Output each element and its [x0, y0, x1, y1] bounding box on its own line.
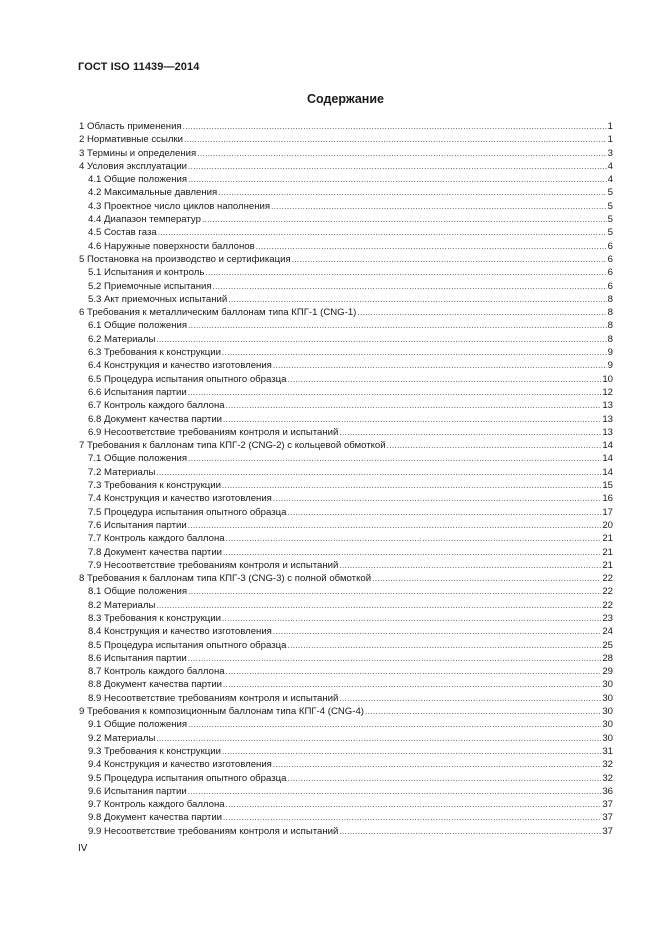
toc-entry-label: 8.8 Документ качества партии — [88, 679, 223, 691]
toc-subsection-entry[interactable] — [79, 785, 613, 798]
toc-entry-label: 9.1 Общие положения — [88, 719, 188, 731]
toc-entry-label: 7.2 Материалы — [88, 466, 156, 478]
toc-entry-page: 1 — [607, 121, 613, 132]
toc-entry-page: 4 — [607, 174, 613, 186]
toc-entry-label: 7.9 Несоответствие требованиям контроля и испытаний — [88, 559, 339, 571]
toc-entry-label: 9.6 Испытания партии — [88, 785, 187, 797]
toc-entry-page: 6 — [607, 267, 613, 279]
toc-section-entry[interactable] — [79, 306, 613, 319]
toc-entry-label: 4.5 Состав газа — [88, 227, 157, 239]
toc-subsection-entry[interactable] — [79, 319, 613, 332]
toc-entry-label: 9.7 Контроль каждого баллона — [88, 799, 225, 811]
toc-entry-label: 7.6 Испытания партии — [88, 519, 187, 531]
toc-entry-page: 30 — [602, 719, 613, 731]
toc-dot-leader — [339, 559, 601, 572]
toc-entry-page: 13 — [602, 413, 613, 425]
toc-entry-page: 5 — [607, 187, 613, 199]
toc-dot-leader — [156, 599, 601, 612]
toc-dot-leader — [188, 585, 601, 598]
toc-subsection-entry[interactable] — [79, 772, 613, 785]
toc-section-entry[interactable] — [79, 705, 613, 718]
toc-subsection-entry[interactable] — [79, 612, 613, 625]
toc-entry-page: 32 — [602, 759, 613, 771]
toc-dot-leader — [188, 160, 607, 173]
toc-entry-page: 37 — [602, 799, 613, 811]
toc-dot-leader — [339, 692, 601, 705]
toc-dot-leader — [158, 226, 607, 239]
toc-entry-page: 9 — [607, 347, 613, 359]
toc-entry-label: 4.1 Общие положения — [88, 174, 188, 186]
toc-entry-label: 7.7 Контроль каждого баллона — [88, 533, 225, 545]
toc-entry-label: 9.2 Материалы — [88, 732, 156, 744]
toc-entry-page: 5 — [607, 214, 613, 226]
toc-entry-page: 15 — [602, 480, 613, 492]
toc-entry-label: 1 Область применения — [79, 121, 182, 132]
toc-entry-page: 14 — [602, 466, 613, 478]
toc-entry-page: 29 — [602, 666, 613, 678]
toc-entry-label: 7.8 Документ качества партии — [88, 546, 223, 558]
toc-entry-page: 17 — [602, 506, 613, 518]
toc-entry-label: 5.1 Испытания и контроль — [88, 267, 205, 279]
toc-dot-leader — [372, 572, 601, 585]
toc-entry-page: 6 — [607, 240, 613, 252]
toc-entry-label: 4.6 Наружные поверхности баллонов — [88, 240, 255, 252]
toc-dot-leader — [273, 625, 601, 638]
toc-entry-page: 32 — [602, 772, 613, 784]
toc-entry-page: 4 — [607, 160, 613, 172]
toc-entry-label: 6.9 Несоответствие требованиям контроля и испытаний — [88, 426, 339, 438]
toc-entry-page: 13 — [602, 400, 613, 412]
toc-subsection-entry[interactable] — [79, 506, 613, 519]
toc-section-entry[interactable] — [79, 572, 613, 585]
toc-subsection-entry[interactable] — [79, 519, 613, 532]
toc-dot-leader — [183, 120, 607, 133]
toc-dot-leader — [223, 413, 601, 426]
toc-dot-leader — [273, 758, 601, 771]
toc-entry-label: 6.4 Конструкция и качество изготовления — [88, 360, 272, 372]
toc-entry-label: 5.3 Акт приемочных испытаний — [88, 293, 228, 305]
toc-entry-page: 36 — [602, 785, 613, 797]
toc-subsection-entry[interactable] — [79, 452, 613, 465]
toc-entry-label: 8.7 Контроль каждого баллона — [88, 666, 225, 678]
toc-entry-label: 8.9 Несоответствие требованиям контроля и испытаний — [88, 692, 339, 704]
toc-subsection-entry[interactable] — [79, 373, 613, 386]
toc-dot-leader — [188, 718, 601, 731]
toc-dot-leader — [222, 745, 601, 758]
toc-entry-label: 9.9 Несоответствие требованиям контроля и испытаний — [88, 825, 339, 837]
toc-entry-label: 9.3 Требования к конструкции — [88, 745, 221, 757]
toc-subsection-entry[interactable] — [79, 200, 613, 213]
toc-entry-label: 8.4 Конструкция и качество изготовления — [88, 626, 272, 638]
toc-subsection-entry[interactable] — [79, 280, 613, 293]
toc-dot-leader — [156, 333, 606, 346]
toc-title: Содержание — [306, 92, 384, 106]
toc-subsection-entry[interactable] — [79, 226, 613, 239]
toc-dot-leader — [188, 785, 602, 798]
toc-subsection-entry[interactable] — [79, 585, 613, 598]
toc-entry-page: 5 — [607, 227, 613, 239]
toc-entry-label: 9.8 Документ качества партии — [88, 812, 223, 824]
toc-subsection-entry[interactable] — [79, 811, 613, 824]
toc-section-entry[interactable] — [79, 120, 613, 133]
toc-subsection-entry[interactable] — [79, 413, 613, 426]
toc-subsection-entry[interactable] — [79, 639, 613, 652]
toc-entry-page: 5 — [607, 200, 613, 212]
toc-dot-leader — [387, 439, 602, 452]
toc-entry-page: 37 — [602, 812, 613, 824]
toc-dot-leader — [188, 319, 607, 332]
toc-subsection-entry[interactable] — [79, 798, 613, 811]
toc-entry-page: 24 — [602, 626, 613, 638]
toc-dot-leader — [339, 825, 601, 838]
toc-entry-label: 6.5 Процедура испытания опытного образца — [88, 373, 287, 385]
toc-dot-leader — [156, 732, 601, 745]
toc-dot-leader — [223, 546, 601, 559]
toc-entry-page: 20 — [602, 519, 613, 531]
toc-entry-page: 16 — [602, 493, 613, 505]
toc-entry-page: 30 — [602, 692, 613, 704]
toc-dot-leader — [205, 266, 606, 279]
toc-section-entry[interactable] — [79, 147, 613, 160]
toc-dot-leader — [287, 373, 601, 386]
toc-dot-leader — [213, 280, 607, 293]
toc-subsection-entry[interactable] — [79, 240, 613, 253]
toc-entry-label: 5.2 Приемочные испытания — [88, 280, 212, 292]
toc-entry-page: 8 — [607, 333, 613, 345]
toc-entry-page: 14 — [602, 453, 613, 465]
toc-entry-page: 30 — [602, 706, 613, 718]
toc-entry-page: 8 — [607, 320, 613, 332]
toc-subsection-entry[interactable] — [79, 386, 613, 399]
toc-entry-page: 30 — [602, 732, 613, 744]
toc-entry-page: 12 — [602, 386, 613, 398]
toc-entry-label: 6.1 Общие положения — [88, 320, 188, 332]
toc-subsection-entry[interactable] — [79, 532, 613, 545]
toc-dot-leader — [222, 479, 601, 492]
toc-entry-page: 28 — [602, 652, 613, 664]
toc-entry-page: 13 — [602, 426, 613, 438]
toc-dot-leader — [188, 652, 602, 665]
toc-entry-label: 6.2 Материалы — [88, 333, 156, 345]
toc-dot-leader — [188, 173, 607, 186]
toc-subsection-entry[interactable] — [79, 652, 613, 665]
toc-dot-leader — [156, 466, 601, 479]
toc-entry-label: 8.5 Процедура испытания опытного образца — [88, 639, 287, 651]
toc-dot-leader — [292, 253, 607, 266]
toc-entry-page: 3 — [607, 147, 613, 159]
toc-subsection-entry[interactable] — [79, 266, 613, 279]
toc-entry-label: 9.4 Конструкция и качество изготовления — [88, 759, 272, 771]
toc-section-entry[interactable] — [79, 133, 613, 146]
toc-subsection-entry[interactable] — [79, 186, 613, 199]
toc-entry-page: 21 — [602, 533, 613, 545]
toc-entry-label: 7.5 Процедура испытания опытного образца — [88, 506, 287, 518]
toc-entry-page: 25 — [602, 639, 613, 651]
toc-dot-leader — [273, 492, 601, 505]
toc-subsection-entry[interactable] — [79, 665, 613, 678]
toc-section-entry[interactable] — [79, 160, 613, 173]
toc-entry-page: 22 — [602, 599, 613, 611]
toc-entry-page: 6 — [607, 280, 613, 292]
toc-dot-leader — [365, 705, 601, 718]
toc-entry-label: 4.3 Проектное число циклов наполнения — [88, 200, 271, 212]
toc-entry-label: 2 Нормативные ссылки — [79, 134, 184, 146]
toc-entry-label: 7.3 Требования к конструкции — [88, 480, 221, 492]
toc-entry-label: 7.4 Конструкция и качество изготовления — [88, 493, 272, 505]
toc-dot-leader — [226, 798, 602, 811]
toc-dot-leader — [287, 639, 601, 652]
page-number: IV — [78, 843, 88, 854]
toc-dot-leader — [188, 386, 602, 399]
toc-dot-leader — [222, 612, 601, 625]
toc-entry-label: 7 Требования к баллонам типа КПГ-2 (CNG-2) с кольцевой обмоткой — [79, 440, 386, 452]
toc-entry-page: 30 — [602, 679, 613, 691]
toc-dot-leader — [287, 772, 601, 785]
toc-dot-leader — [202, 213, 607, 226]
toc-entry-page: 6 — [607, 253, 613, 265]
toc-dot-leader — [222, 346, 607, 359]
toc-dot-leader — [339, 426, 601, 439]
toc-entry-label: 6.6 Испытания партии — [88, 386, 187, 398]
toc-subsection-entry[interactable] — [79, 678, 613, 691]
toc-entry-label: 5 Постановка на производство и сертификация — [79, 253, 291, 265]
toc-entry-label: 9.5 Процедура испытания опытного образца — [88, 772, 287, 784]
toc-subsection-entry[interactable] — [79, 426, 613, 439]
toc-entry-label: 6.3 Требования к конструкции — [88, 347, 221, 359]
toc-entry-label: 3 Термины и определения — [79, 147, 197, 159]
toc-dot-leader — [226, 665, 602, 678]
toc-dot-leader — [188, 452, 601, 465]
toc-dot-leader — [223, 678, 601, 691]
toc-entry-label: 4.4 Диапазон температур — [88, 214, 201, 226]
toc-entry-page: 37 — [602, 825, 613, 837]
toc-dot-leader — [223, 811, 601, 824]
toc-subsection-entry[interactable] — [79, 559, 613, 572]
toc-entry-label: 8.6 Испытания партии — [88, 652, 187, 664]
toc-entry-label: 9 Требования к композиционным баллонам типа КПГ-4 (CNG-4) — [79, 706, 364, 718]
toc-subsection-entry[interactable] — [79, 692, 613, 705]
toc-entry-page: 9 — [607, 360, 613, 372]
toc-dot-leader — [218, 186, 606, 199]
standard-code: ГОСТ ISO 11439—2014 — [78, 61, 200, 73]
toc-entry-page: 23 — [602, 612, 613, 624]
toc-subsection-entry[interactable] — [79, 346, 613, 359]
toc-entry-page: 22 — [602, 586, 613, 598]
toc-entry-page: 21 — [602, 559, 613, 571]
toc-entry-label: 4 Условия эксплуатации — [79, 160, 188, 172]
toc-dot-leader — [228, 293, 606, 306]
toc-entry-page: 8 — [607, 293, 613, 305]
toc-dot-leader — [184, 133, 607, 146]
toc-entry-page: 31 — [602, 745, 613, 757]
toc-subsection-entry[interactable] — [79, 333, 613, 346]
toc-entry-label: 8.3 Требования к конструкции — [88, 612, 221, 624]
toc-section-entry[interactable] — [79, 439, 613, 452]
table-of-contents — [79, 120, 613, 838]
toc-dot-leader — [271, 200, 607, 213]
toc-dot-leader — [357, 306, 606, 319]
toc-subsection-entry[interactable] — [79, 466, 613, 479]
toc-entry-page: 8 — [607, 307, 613, 319]
toc-entry-label: 6.8 Документ качества партии — [88, 413, 223, 425]
toc-entry-label: 4.2 Максимальные давления — [88, 187, 218, 199]
toc-subsection-entry[interactable] — [79, 293, 613, 306]
toc-subsection-entry[interactable] — [79, 599, 613, 612]
toc-dot-leader — [197, 147, 606, 160]
toc-dot-leader — [226, 532, 602, 545]
toc-entry-label: 8 Требования к баллонам типа КПГ-3 (CNG-3) с полной обмоткой — [79, 573, 372, 585]
toc-dot-leader — [273, 359, 607, 372]
toc-subsection-entry[interactable] — [79, 732, 613, 745]
toc-subsection-entry[interactable] — [79, 173, 613, 186]
toc-entry-page: 14 — [602, 440, 613, 452]
toc-subsection-entry[interactable] — [79, 758, 613, 771]
toc-entry-page: 21 — [602, 546, 613, 558]
toc-subsection-entry[interactable] — [79, 718, 613, 731]
toc-entry-page: 10 — [602, 373, 613, 385]
toc-dot-leader — [226, 399, 602, 412]
toc-subsection-entry[interactable] — [79, 213, 613, 226]
toc-subsection-entry[interactable] — [79, 546, 613, 559]
toc-subsection-entry[interactable] — [79, 492, 613, 505]
toc-subsection-entry[interactable] — [79, 625, 613, 638]
toc-title-wrapper — [0, 92, 661, 106]
toc-entry-label: 8.1 Общие положения — [88, 586, 188, 598]
toc-entry-label: 6 Требования к металлическим баллонам типа КПГ-1 (CNG-1) — [79, 307, 357, 319]
toc-subsection-entry[interactable] — [79, 745, 613, 758]
toc-subsection-entry[interactable] — [79, 825, 613, 838]
toc-subsection-entry[interactable] — [79, 479, 613, 492]
toc-dot-leader — [256, 240, 607, 253]
toc-entry-label: 6.7 Контроль каждого баллона — [88, 400, 225, 412]
toc-subsection-entry[interactable] — [79, 399, 613, 412]
toc-entry-page: 22 — [602, 573, 613, 585]
toc-dot-leader — [287, 506, 601, 519]
toc-subsection-entry[interactable] — [79, 359, 613, 372]
toc-entry-page: 1 — [607, 134, 613, 146]
toc-entry-label: 8.2 Материалы — [88, 599, 156, 611]
toc-section-entry[interactable] — [79, 253, 613, 266]
toc-dot-leader — [188, 519, 602, 532]
toc-entry-label: 7.1 Общие положения — [88, 453, 188, 465]
